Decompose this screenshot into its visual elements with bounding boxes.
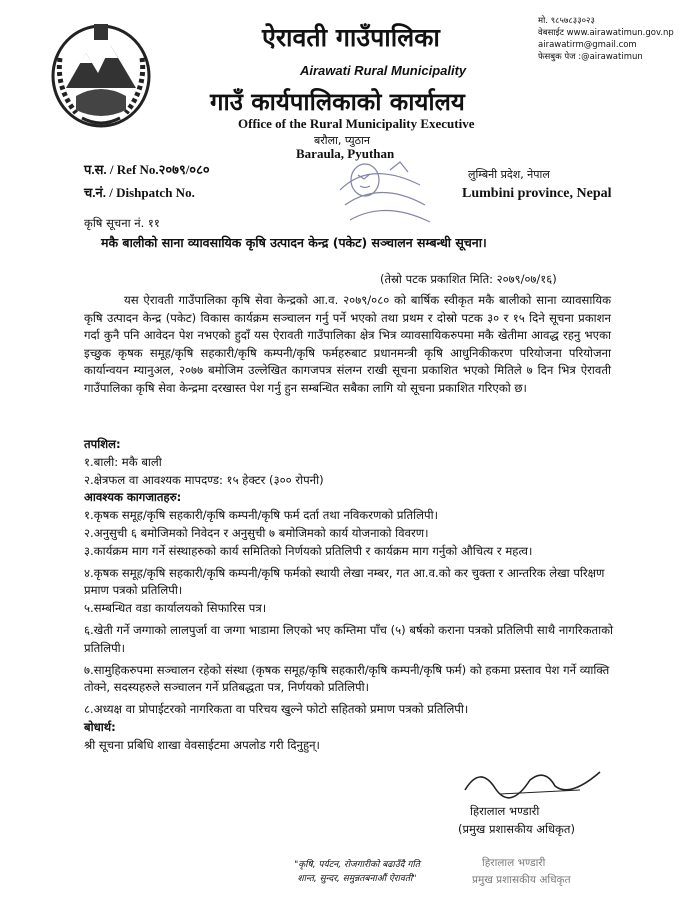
signatory-name: हिरालाल भण्डारी	[470, 804, 540, 818]
details-heading: तपशिल:	[84, 437, 121, 451]
name-stamp: हिरालाल भण्डारी	[482, 857, 546, 869]
website-link[interactable]: वेबसाईट www.airawatimun.gov.np	[538, 28, 674, 38]
notice-body-text: यस ऐरावती गाउँपालिका कृषि सेवा केन्द्रको आ.व. २०७९/०८० को बार्षिक स्वीकृत मकै बालीको साना व्यावसायिक कृषि उत्पादन केन्द्र (पकेट) विकास कार्यक्रम सञ्चालन गर्नु पर्ने भएको तथा प्रथम र दोस्रो पटक ३० र १५ दिने सूचना प्रकाशन गर्दा कुनै पनि आवेदन पेश नभएको हुदाँ यस ऐरावती गाउँपालिका क्षेत्र भित्र व्यावसायिकरुपमा मकै खेतीमा आवद्ध रहनु भएका इच्छुक कृषक समूह/कृषि सहकारी/कृषि कम्पनी/कृषि फर्महरुबाट प्रधानमन्त्री कृषि आधुनिकीकरण परियोजना परियोजना कार्यान्वयन म्यानुअल, २०७७ बमोजिम उल्लेखित कागजपत्र संलग्न राखी सूचना प्रकाशित भएको मितिले ७ दिन भित्र ऐरावती गाउँपालिका कृषि सेवा केन्द्रमा दरखास्त पेश गर्नु हुन सम्बन्धित सबैका लागि यो सूचना प्रकाशित गरिएको छ।	[84, 293, 611, 395]
title-stamp: प्रमुख प्रशासकीय अधिकृत	[472, 874, 571, 886]
documents-heading: आवश्यक कागजातहरु:	[84, 490, 182, 505]
province-en: Lumbini province, Nepal	[462, 186, 612, 201]
cc-line: श्री सूचना प्रबिधि शाखा वेवसाईटमा अपलोड गरी दिनुहुन्।	[84, 737, 320, 752]
document-item: ८.अध्यक्ष वा प्रोपाईटरको नागरिकता वा परिचय खुल्ने फोटो सहितको प्रमाण पत्रको प्रतिलिपी।	[84, 702, 469, 717]
email-link[interactable]: airawatirm@gmail.com	[538, 40, 637, 50]
details-item: २.क्षेत्रफल वा आवश्यक मापदण्ड: १५ हेक्टर (३०० रोपनी)	[84, 472, 324, 487]
notice-number: कृषि सूचना नं. ११	[84, 216, 160, 230]
footer-motto	[272, 858, 442, 886]
notice-details	[84, 436, 614, 755]
document-item: ३.कार्यक्रम माग गर्ने संस्थाहरुको कार्य समितिको निर्णयको प्रतिलिपी र कार्यक्रम माग गर्नुको औचित्य र महत्व।	[84, 543, 533, 558]
municipality-title-np: ऐरावती गाउँपालिका	[262, 23, 440, 52]
office-title-np: गाउँ कार्यपालिकाको कार्यालय	[210, 87, 465, 116]
document-item: २.अनुसुची ६ बमोजिमको निवेदन र अनुसुची ७ बमोजिमको कार्य योजनाको विवरण।	[84, 525, 429, 540]
office-stamp-icon	[330, 150, 440, 245]
facebook-page[interactable]: फेसबुक पेज :@airawatimun	[538, 52, 643, 62]
signatory-title: (प्रमुख प्रशासकीय अधिकृत)	[458, 822, 575, 836]
document-item: १.कृषक समूह/कृषि सहकारी/कृषि कम्पनी/कृषि फर्म दर्ता तथा नविकरणको प्रतिलिपी।	[84, 508, 438, 523]
document-item: ५.सम्बन्धित वडा कार्यालयको सिफारिस पत्र।	[84, 601, 267, 616]
office-title-en: Office of the Rural Municipality Executive	[238, 116, 475, 131]
document-item: ७.सामुहिकरुपमा सञ्चालन रहेको संस्था (कृषक समूह/कृषि सहकारी/कृषि कम्पनी/कृषि फर्म) को हकमा प्रस्ताव पेश गर्ने व्याक्ति तोक्ने, सदस्यहरुले सञ्चालन गर्ने प्रतिबद्धता पत्र, निर्णयको प्रतिलिपी।	[84, 662, 610, 695]
municipality-title-en: Airawati Rural Municipality	[300, 63, 467, 78]
motto-line: शान्त, सुन्दर, समुन्नतबनाऔं ऐरावती"	[297, 874, 417, 884]
dispatch-number: च.नं. / Dishpatch No.	[84, 185, 195, 200]
published-date: (तेस्रो पटक प्रकाशित मिति: २०७९/०७/१६)	[380, 272, 557, 286]
province-np: लुम्बिनी प्रदेश, नेपाल	[468, 168, 550, 181]
address-en: Baraula, Pyuthan	[296, 146, 395, 161]
motto-line: "कृषि, पर्यटन, रोजगारीको बढाउँदै गति	[294, 860, 420, 870]
document-item: ६.खेती गर्ने जग्गाको लालपुर्जा वा जग्गा भाडामा लिएको भए कम्तिमा पाँच (५) बर्षको कराना पत्रको प्रतिलिपी साथै नागरिकताको प्रतिलिपी।	[84, 622, 614, 655]
signature-icon	[460, 760, 610, 800]
document-item: ४.कृषक समूह/कृषि सहकारी/कृषि कम्पनी/कृषि फर्मको स्थायी लेखा नम्बर, गत आ.व.को कर चुक्ता र आन्तरिक लेखा परिक्षण प्रमाण पत्रको प्रतिलिपी।	[84, 565, 605, 598]
cc-heading: बोधार्थ:	[84, 719, 116, 734]
contact-block	[538, 15, 674, 63]
address-np: बरौला, प्युठान	[314, 134, 370, 147]
notice-heading: मकै बालीको साना व्यावसायिक कृषि उत्पादन केन्द्र (पकेट) सञ्चालन सम्बन्धी सूचना।	[101, 235, 487, 250]
details-item: १.बाली: मकै बाली	[84, 454, 162, 469]
notice-body	[84, 292, 611, 398]
phone-number: मो. ९८५७८३३०२३	[538, 16, 595, 26]
nepal-emblem-icon	[46, 18, 156, 130]
reference-number: प.स. / Ref No.२०७९/०८०	[84, 162, 210, 177]
